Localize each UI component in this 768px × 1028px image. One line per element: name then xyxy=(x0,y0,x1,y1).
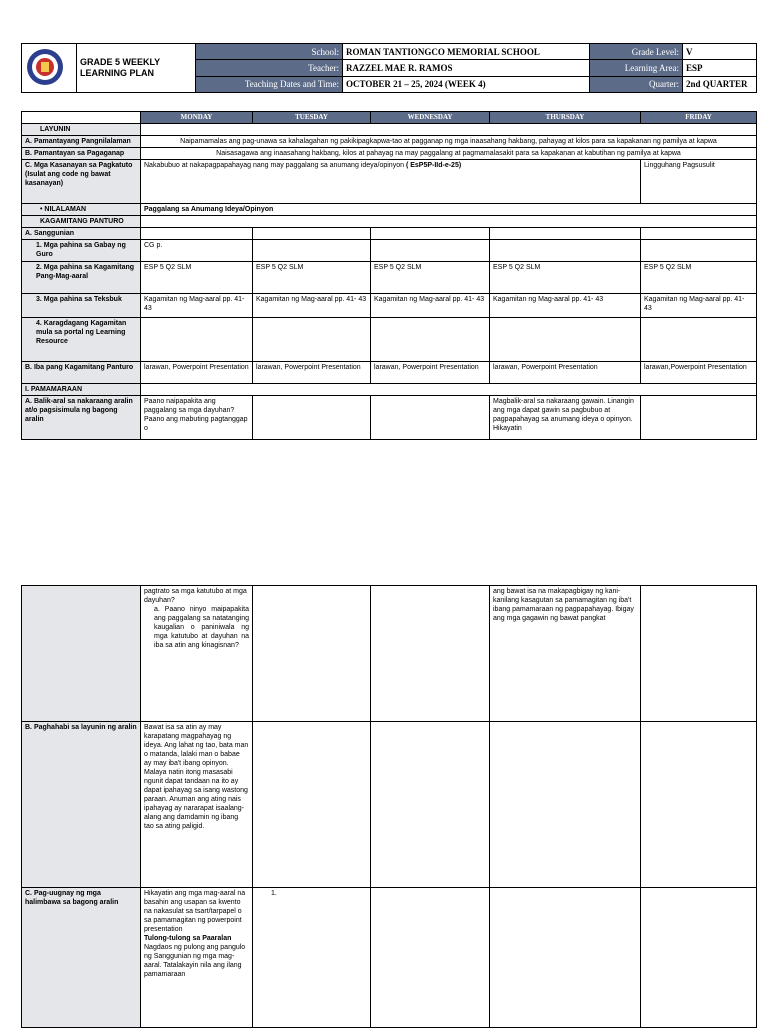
dates-value: OCTOBER 21 – 25, 2024 (WEEK 4) xyxy=(343,76,590,92)
row-label-sanggunian: A. Sanggunian xyxy=(22,228,141,240)
balik-aral-thursday: Magbalik-aral sa nakaraang gawain. Linangin ang mga dapat gawin sa pagbubuo at pagpapahayag sa anumang ideya o opinyon. Hikayatin xyxy=(490,396,641,440)
slm-thursday: ESP 5 Q2 SLM xyxy=(490,262,641,294)
plan-header xyxy=(21,43,757,93)
row-label-iba-pang-kagamitan: B. Iba pang Kagamitang Panturo xyxy=(22,362,141,384)
day-tuesday: TUESDAY xyxy=(253,112,371,124)
pag-uugnay-tuesday: 1. xyxy=(253,888,371,1028)
day-monday: MONDAY xyxy=(141,112,253,124)
row-label-paghahabi: B. Paghahabi sa layunin ng aralin xyxy=(22,722,141,888)
kasanayan-code: ( EsP5P-IId-e-25) xyxy=(405,162,462,169)
pamantayang-pangnilalaman-text: Naipamamalas ang pag-unawa sa kahalagahan ng pakikipagkapwa-tao at pagganap ng mga inaasahang hakbang, pahayag at kilos para sa kapakanan ng pamilya at kapwa xyxy=(141,136,757,148)
row-label-nilalaman: • NILALAMAN xyxy=(22,204,141,216)
row-label-kagamitang-pang-mag-aaral: 2. Mga pahina sa Kagamitang Pang-Mag-aaral xyxy=(22,262,141,294)
row-label-learning-resource: 4. Karagdagang Kagamitan mula sa portal ng Learning Resource xyxy=(22,318,141,362)
day-friday: FRIDAY xyxy=(641,112,757,124)
kasanayan-friday: Lingguhang Pagsusulit xyxy=(641,160,757,204)
row-label-kasanayan: C. Mga Kasanayan sa Pagkatuto (Isulat ang code ng bawat kasanayan) xyxy=(22,160,141,204)
section-layunin: LAYUNIN xyxy=(22,124,141,136)
area-label: Learning Area: xyxy=(590,60,683,76)
row-label-pag-uugnay: C. Pag-uugnay ng mga halimbawa sa bagong aralin xyxy=(22,888,141,1028)
teksbuk-tuesday: Kagamitan ng Mag-aaral pp. 41- 43 xyxy=(253,294,371,318)
grade-value: V xyxy=(683,44,757,60)
day-wednesday: WEDNESDAY xyxy=(371,112,490,124)
plan-title: GRADE 5 WEEKLY LEARNING PLAN xyxy=(77,44,196,93)
iba-monday: larawan, Powerpoint Presentation xyxy=(141,362,253,384)
row-label-pamantayan-sa-pagaganap: B. Pamantayan sa Pagaganap xyxy=(22,148,141,160)
area-value: ESP xyxy=(683,60,757,76)
nilalaman-text: Paggalang sa Anumang Ideya/Opinyon xyxy=(141,204,757,216)
dates-label: Teaching Dates and Time: xyxy=(196,76,343,92)
iba-wednesday: larawan, Powerpoint Presentation xyxy=(371,362,490,384)
slm-friday: ESP 5 Q2 SLM xyxy=(641,262,757,294)
school-label: School: xyxy=(196,44,343,60)
story-title: Tulong-tulong sa Paaralan xyxy=(144,935,232,942)
deped-seal-icon xyxy=(22,44,77,93)
teksbuk-wednesday: Kagamitan ng Mag-aaral pp. 41- 43 xyxy=(371,294,490,318)
paghahabi-monday: Bawat isa sa atin ay may karapatang magpahayag ng ideya. Ang lahat ng tao, bata man o matanda, lalaki man o babae ay may iba't ibang opinyon. Malaya natin itong masasabi ngunit dapat tandaan na ito ay dapat ipahayag sa isang wastong paraan. Anuman ang ating nais ipahayag ay nararapat isaalang-alang ang damdamin ng ibang tao sa ating paligid. xyxy=(141,722,253,888)
teksbuk-monday: Kagamitan ng Mag-aaral pp. 41- 43 xyxy=(141,294,253,318)
teacher-value: RAZZEL MAE R. RAMOS xyxy=(343,60,590,76)
balik-aral-monday-continued: pagtrato sa mga katutubo at mga dayuhan? a. Paano ninyo maipapakita ang paggalang sa natatanging kaugalian o paniniwala ng mga katutubo at dayuhan na iba sa atin ang kinagisnan? xyxy=(141,586,253,722)
balik-aral-thursday-continued: ang bawat isa na makapagbigay ng kani-kanilang kasagutan sa pamamagitan ng iba't ibang pamamaraan ng pagpapahayag. Ibigay ang mga gagawin ng bawat pangkat xyxy=(490,586,641,722)
section-kagamitang-panturo: KAGAMITANG PANTURO xyxy=(22,216,141,228)
quarter-label: Quarter: xyxy=(590,76,683,92)
day-thursday: THURSDAY xyxy=(490,112,641,124)
row-label-teksbuk: 3. Mga pahina sa Teksbuk xyxy=(22,294,141,318)
section-pamamaraan: I. PAMAMARAAN xyxy=(22,384,141,396)
row-label-pamantayang-pangnilalaman: A. Pamantayang Pangnilalaman xyxy=(22,136,141,148)
teksbuk-friday: Kagamitan ng Mag-aaral pp. 41- 43 xyxy=(641,294,757,318)
balik-aral-question-a: a. Paano ninyo maipapakita ang paggalang sa natatanging kaugalian o paniniwala ng mga katutubo at dayuhan na iba sa atin ang kinagisnan? xyxy=(154,606,249,649)
row-label-gabay-ng-guro: 1. Mga pahina sa Gabay ng Guro xyxy=(22,240,141,262)
pamantayan-sa-pagaganap-text: Naisasagawa ang inaasahang hakbang, kilos at pahayag na may paggalang at pagmamalasakit para sa kapakanan at kabutihan ng pamilya at kapwa xyxy=(141,148,757,160)
kasanayan-text: Nakabubuo at nakapagpapahayag nang may paggalang sa anumang ideya/opinyon ( EsP5P-IId-e-25) xyxy=(141,160,641,204)
plan-table-continued xyxy=(21,585,757,1028)
iba-friday: larawan,Powerpoint Presentation xyxy=(641,362,757,384)
plan-table xyxy=(21,111,757,440)
iba-thursday: larawan, Powerpoint Presentation xyxy=(490,362,641,384)
row-label-balik-aral: A. Balik-aral sa nakaraang aralin at/o pagsisimula ng bagong aralin xyxy=(22,396,141,440)
slm-wednesday: ESP 5 Q2 SLM xyxy=(371,262,490,294)
slm-tuesday: ESP 5 Q2 SLM xyxy=(253,262,371,294)
school-value: ROMAN TANTIONGCO MEMORIAL SCHOOL xyxy=(343,44,590,60)
teksbuk-thursday: Kagamitan ng Mag-aaral pp. 41- 43 xyxy=(490,294,641,318)
pag-uugnay-monday: Hikayatin ang mga mag-aaral na basahin ang usapan sa kwento na nakasulat sa tsart/tarpapel o sa pamamagitan ng powerpoint presentation Tulong-tulong sa Paaralan Nagdaos ng pulong ang pangulo ng Sanggunian ng mga mag-aaral. Tatalakayin nila ang ilang pamamaraan xyxy=(141,888,253,1028)
slm-monday: ESP 5 Q2 SLM xyxy=(141,262,253,294)
grade-label: Grade Level: xyxy=(590,44,683,60)
gabay-monday: CG p. xyxy=(141,240,253,262)
iba-tuesday: larawan, Powerpoint Presentation xyxy=(253,362,371,384)
balik-aral-monday: Paano naipapakita ang paggalang sa mga dayuhan? Paano ang mabuting pagtanggap o xyxy=(141,396,253,440)
quarter-value: 2nd QUARTER xyxy=(683,76,757,92)
teacher-label: Teacher: xyxy=(196,60,343,76)
